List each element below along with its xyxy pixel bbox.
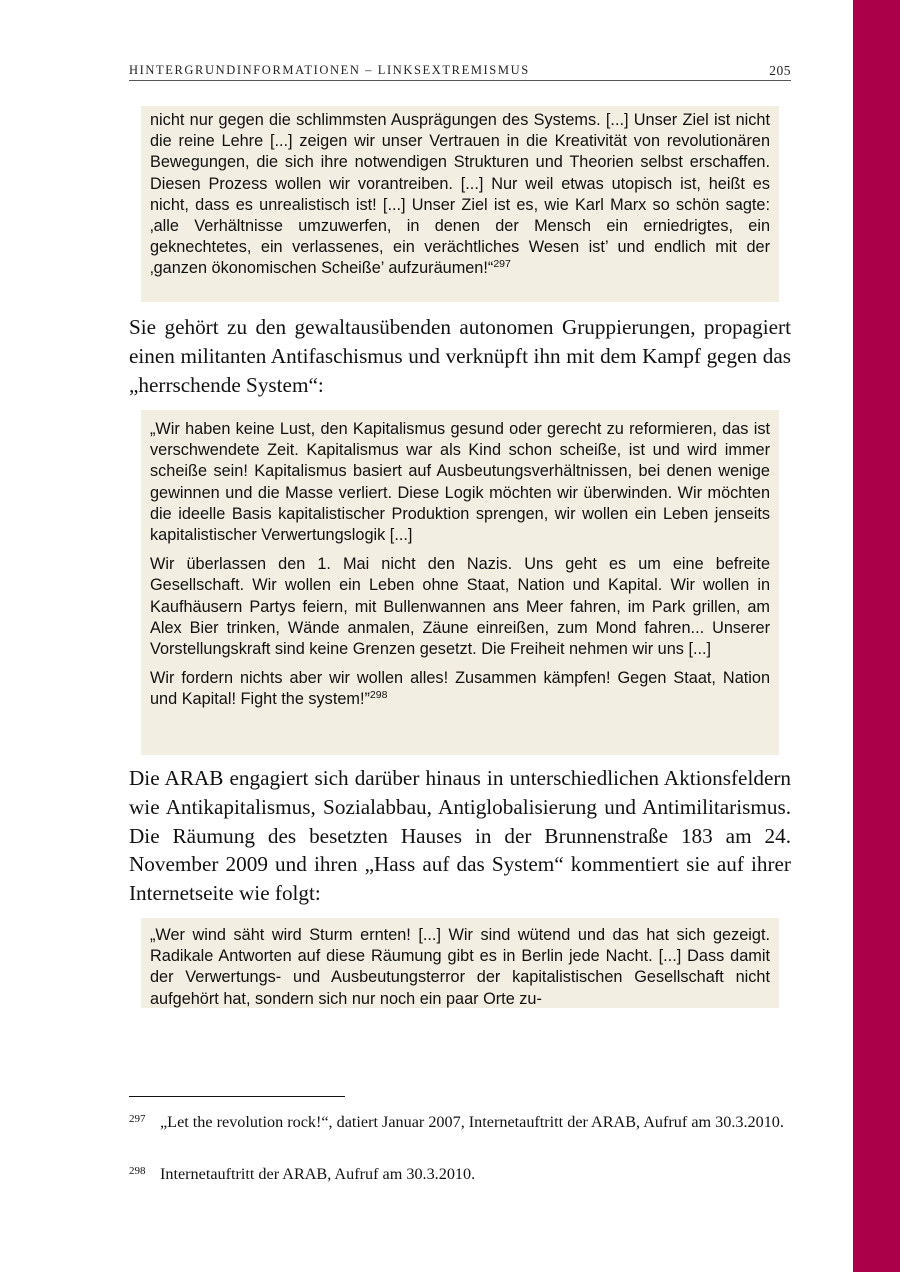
quote-block-1	[141, 106, 779, 302]
footnote-text: Internetauftritt der ARAB, Aufruf am 30.3.2010.	[160, 1165, 476, 1183]
body-paragraph-1: Sie gehört zu den gewaltausübenden autonomen Gruppierungen, propagiert einen militanten Antifaschismus und verknüpft ihn mit dem Kampf gegen das „herrschende System“:	[129, 315, 791, 397]
footnote-number: 298	[129, 1165, 146, 1177]
footnote-divider	[129, 1096, 345, 1097]
footnote-text: „Let the revolution rock!“, datiert Januar 2007, Internetauftritt der ARAB, Aufruf am 30.3.2010.	[160, 1113, 784, 1131]
running-title: HINTERGRUNDINFORMATIONEN – LINKSEXTREMISMUS	[129, 63, 530, 77]
footnote-ref-297[interactable]: 297	[493, 258, 511, 271]
running-header	[129, 62, 791, 81]
footnote-ref-298[interactable]: 298	[369, 689, 388, 702]
quote-2-paragraph-1: „Wir haben keine Lust, den Kapitalismus gesund oder gerecht zu reformieren, das ist verschwendete Zeit. Kapitalismus war als Kind schon scheiße, ist und wird immer scheiße sein! Kapitalismus basiert auf Ausbeutungsverhältnissen, bei denen wenige gewinnen und die Masse verliert. Diese Logik möchten wir überwinden. Wir möchten die ideelle Basis kapitalistischer Produktion sprengen, wir wollen ein Leben jenseits kapitalistischer Verwertungslogik [...]	[150, 420, 770, 545]
body-paragraph-2: Die ARAB engagiert sich darüber hinaus in unterschiedlichen Aktionsfeldern wie Antikapitalismus, Sozialabbau, Antiglobalisierung und Antimilitarismus. Die Räumung des besetzten Hauses in der Brunnenstraße 183 am 24. November 2009 und ihren „Hass auf das System“ kommentiert sie auf ihrer Internetseite wie folgt:	[129, 766, 791, 906]
quote-2-paragraph-3: Wir fordern nichts aber wir wollen alles! Zusammen kämpfen! Gegen Staat, Nation und Kapital! Fight the system!”$^{298}$	[150, 669, 770, 709]
quote-block-2	[141, 410, 779, 755]
quote-2-paragraph-2: Wir überlassen den 1. Mai nicht den Nazis. Uns geht es um eine befreite Gesellschaft. Wir wollen ein Leben ohne Staat, Nation und Kapital. Wir wollen in Kaufhäusern Partys feiern, mit Bullenwannen ans Meer fahren, im Park grillen, am Alex Bier trinken, Wände anmalen, Zäune einreißen, zum Mond fahren... Unserer Vorstellungskraft sind keine Grenzen gesetzt. Die Freiheit nehmen wir uns [...]	[150, 555, 770, 659]
quote-1-text: nicht nur gegen die schlimmsten Ausprägungen des Systems. [...] Unser Ziel ist nicht die reine Lehre [...] zeigen wir unser Vertrauen in die Kreativität von revolutionären Bewegungen, die sich ihre notwendigen Strukturen und Theorien selbst erschaffen. Diesen Prozess wollen wir vorantreiben. [...] Nur weil etwas utopisch ist, heißt es nicht, dass es unrealistisch ist! [...] Unser Ziel ist es, wie Karl Marx so schön sagte: ‚alle Verhältnisse umzuwerfen, in denen der Mensch ein erniedrigtes, ein geknechtetes, ein verlassenes, ein verächtliches Wesen ist’ und endlich mit der ‚ganzen ökonomischen Scheiße’ aufzuräumen!“$^{297}$	[150, 111, 770, 278]
footnote-number: 297	[129, 1113, 146, 1125]
page-number: 205	[769, 63, 791, 78]
quote-3-text: „Wer wind säht wird Sturm ernten! [...] Wir sind wütend und das hat sich gezeigt. Radikale Antworten auf diese Räumung gibt es in Berlin jede Nacht. [...] Dass damit der Verwertungs- und Ausbeutungsterror der kapitalistischen Gesellschaft nicht aufgehört hat, sondern sich nur noch ein paar Orte zu-	[150, 926, 770, 1008]
side-color-bar	[853, 0, 900, 1272]
quote-block-3	[141, 918, 779, 1008]
